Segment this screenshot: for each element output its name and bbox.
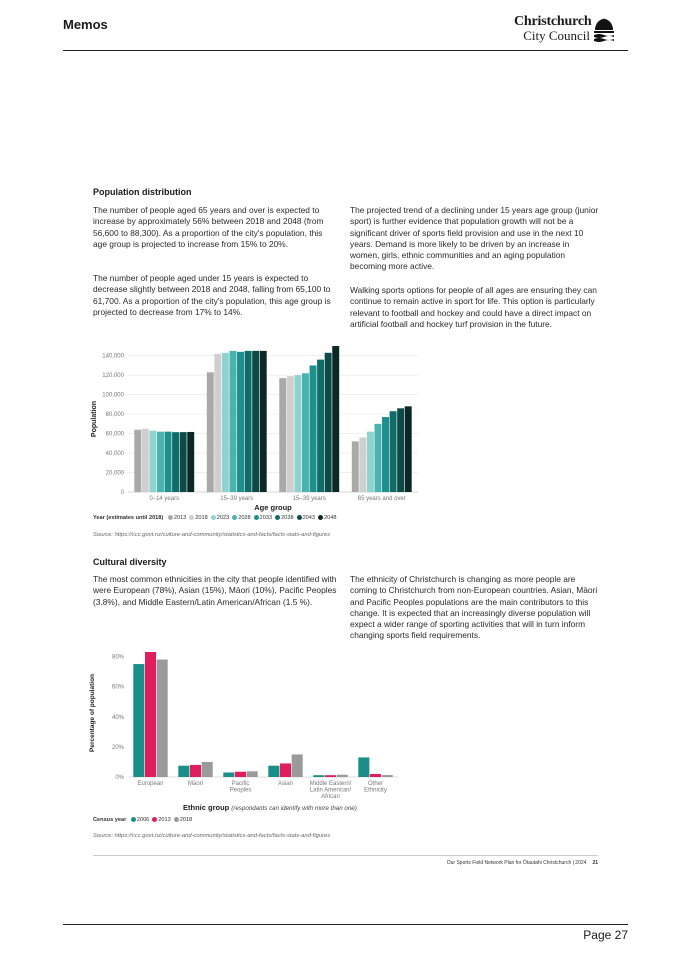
bar [157, 660, 168, 777]
bar [294, 375, 301, 492]
y-tick-label: 40% [111, 714, 124, 721]
council-emblem-icon [591, 16, 617, 44]
population-chart-source: Source: https://ccc.govt.nz/culture-and-community/statistics-and-facts/facts-stats-and-figures [93, 532, 331, 538]
bar [207, 372, 214, 492]
council-logo [514, 15, 618, 47]
ethnicity-chart [88, 645, 418, 817]
population-paragraph-1: The number of people aged 65 years and over is expected to increase by approximately 56% between 2018 and 2048 (from 56,600 to 88,300). As a proportion of the city's population, this age group is projected to increase from 15% to 20%. [93, 205, 324, 249]
footer-divider [93, 855, 598, 856]
bar [245, 351, 252, 492]
bar [397, 408, 404, 492]
legend-item [232, 515, 250, 521]
legend-label: 2006 [136, 817, 150, 823]
legend-label: 2048 [324, 515, 337, 521]
bar [165, 432, 172, 492]
bar [133, 664, 144, 777]
bar [235, 772, 246, 777]
x-axis-label: Ethnic group (respondants can identify with more than one) [183, 803, 357, 812]
legend-label: 2028 [238, 515, 251, 521]
diversity-paragraph-2: The ethnicity of Christchurch is changing as more people are coming to Christchurch from non-European countries. Asian, Māori and Pacific Peoples populations are the main contributors to this change. It is expected that an increasingly diverse population will expect a wider range of sporting activities that will in turn inform changing sports field requirements. [350, 574, 598, 641]
legend-label: 2013 [173, 515, 187, 521]
legend-label: 2033 [259, 515, 273, 521]
bar [187, 432, 194, 492]
x-tick-label: 15–39 years [220, 496, 254, 502]
bar [287, 376, 294, 492]
y-tick-label: 100,000 [102, 392, 124, 399]
x-tick-label: Pacific Peoples [229, 781, 252, 794]
y-tick-label: 40,000 [105, 451, 124, 458]
y-tick-label: 60,000 [105, 431, 124, 438]
x-tick-label: Other Ethnicity [364, 781, 387, 794]
bar [313, 775, 324, 777]
population-legend-title: Year (estimates until 2018) [93, 515, 164, 521]
legend-item [297, 515, 315, 521]
bar [358, 757, 369, 777]
y-tick-label: 140,000 [102, 353, 124, 360]
bar [180, 432, 187, 492]
x-tick-label: Māori [187, 781, 204, 787]
page-number: Page 27 [583, 928, 628, 942]
bar [260, 351, 267, 492]
bar [222, 353, 229, 492]
population-paragraph-4: Walking sports options for people of all ages are ensuring they can continue to remain active in sport for life. This option is particularly relevant to football and hockey and could have a direct impact on artificial football and hockey turf provision in the future. [350, 285, 597, 329]
legend-item [189, 515, 207, 521]
bar [157, 432, 164, 492]
bar [332, 346, 339, 492]
legend-label: 2013 [158, 817, 171, 823]
legend-swatch [254, 515, 259, 520]
bar [390, 411, 397, 492]
ethnicity-legend-title: Census year [93, 817, 127, 823]
bar [405, 406, 412, 492]
legend-swatch [232, 515, 237, 520]
legend-item [254, 515, 272, 521]
bar [370, 774, 381, 777]
population-chart-legend [93, 515, 339, 521]
bar [382, 775, 393, 777]
y-tick-label: 60% [111, 684, 124, 691]
bar [302, 373, 309, 492]
legend-item [174, 817, 192, 823]
legend-item [168, 515, 186, 521]
bar [247, 771, 258, 777]
y-axis-label: Percentage of population [89, 673, 96, 753]
bar [223, 772, 234, 777]
bar [190, 765, 201, 777]
bar [145, 652, 156, 777]
y-tick-label: 0% [115, 775, 124, 781]
bar [292, 754, 303, 777]
legend-swatch [318, 515, 323, 520]
x-tick-label: Middle Eastern/ Latin American/ African [309, 781, 352, 800]
population-paragraph-3: The projected trend of a declining under 15 years age group (junior sport) is further evidence that population growth will not be a significant driver of sports field provision and use in the next 10 years. Demand is more likely to be driven by an increase in women, girls, ethnic communities and an aging population becoming more active. [350, 205, 599, 272]
x-tick-label: 0–14 years [149, 496, 180, 502]
footer-text: Our Sports Field Network Plan for Ōtautahi Christchurch | 2024 [446, 860, 587, 866]
y-tick-label: 20,000 [105, 470, 124, 477]
legend-label: 2023 [216, 515, 230, 521]
bar [149, 431, 156, 492]
memo-title: Memos [63, 17, 108, 32]
y-tick-label: 80,000 [105, 412, 124, 419]
document-footer [300, 860, 598, 866]
legend-item [131, 817, 149, 823]
ethnicity-chart-source: Source: https://ccc.govt.nz/culture-and-community/statistics-and-facts/facts-stats-and-figures [93, 833, 331, 839]
population-age-chart [88, 342, 428, 514]
bar [178, 766, 189, 777]
y-tick-label: 120,000 [102, 373, 124, 380]
bar [352, 441, 359, 492]
bar [142, 429, 149, 492]
bar [374, 424, 381, 492]
bar [279, 378, 286, 492]
legend-item [152, 817, 170, 823]
bar [214, 354, 221, 492]
legend-swatch [131, 817, 136, 822]
bar [252, 351, 259, 492]
legend-item [318, 515, 336, 521]
legend-swatch [152, 817, 157, 822]
header-divider [63, 50, 628, 51]
legend-swatch [275, 515, 280, 520]
bar [337, 775, 348, 777]
legend-swatch [297, 515, 302, 520]
legend-label: 2018 [195, 515, 208, 521]
diversity-heading: Cultural diversity [93, 557, 167, 567]
legend-label: 2038 [281, 515, 294, 521]
bar [367, 432, 374, 492]
bar [325, 353, 332, 492]
x-tick-label: Asian [277, 781, 294, 787]
logo-line2: City Council [523, 28, 590, 43]
population-paragraph-2: The number of people aged under 15 years is expected to decrease slightly between 2018 and 2048, falling from 65,100 to 61,700. As a proportion of the city's population, this age group is projected to decrease from 17% to 14%. [93, 273, 331, 317]
bar [172, 432, 179, 492]
y-axis-label: Population [91, 400, 98, 438]
legend-swatch [174, 817, 179, 822]
y-tick-label: 20% [111, 744, 124, 751]
bar [359, 437, 366, 492]
bar [237, 352, 244, 492]
bar [382, 417, 389, 492]
bar [134, 430, 141, 492]
legend-item [275, 515, 293, 521]
legend-label: 2043 [302, 515, 316, 521]
x-tick-label: 15–39 years [292, 496, 326, 502]
population-heading: Population distribution [93, 187, 192, 197]
bar [317, 360, 324, 492]
bar [268, 766, 279, 777]
legend-swatch [168, 515, 173, 520]
logo-text [514, 15, 590, 43]
x-axis-label: Age group [254, 503, 292, 512]
x-tick-label: European [137, 781, 164, 787]
y-tick-label: 80% [111, 654, 124, 661]
bar [280, 763, 291, 777]
legend-item [211, 515, 229, 521]
logo-line1: Christchurch [514, 14, 592, 29]
diversity-paragraph-1: The most common ethnicities in the city that people identified with were European (78%), Asian (15%), Māori (10%), Pacific Peoples (3.8%), and Middle Eastern/Latin American/African (1.5 %). [93, 574, 337, 607]
y-tick-label: 0 [120, 490, 124, 496]
footer-page-number: 21 [592, 860, 598, 866]
legend-label: 2018 [179, 817, 193, 823]
page-bottom-divider [63, 924, 628, 925]
bar [310, 365, 317, 492]
bar [202, 762, 213, 777]
x-tick-label: 65 years and over [357, 496, 406, 502]
bar [325, 775, 336, 777]
legend-swatch [211, 515, 216, 520]
legend-swatch [189, 515, 194, 520]
ethnicity-chart-legend [93, 817, 195, 823]
bar [229, 351, 236, 492]
